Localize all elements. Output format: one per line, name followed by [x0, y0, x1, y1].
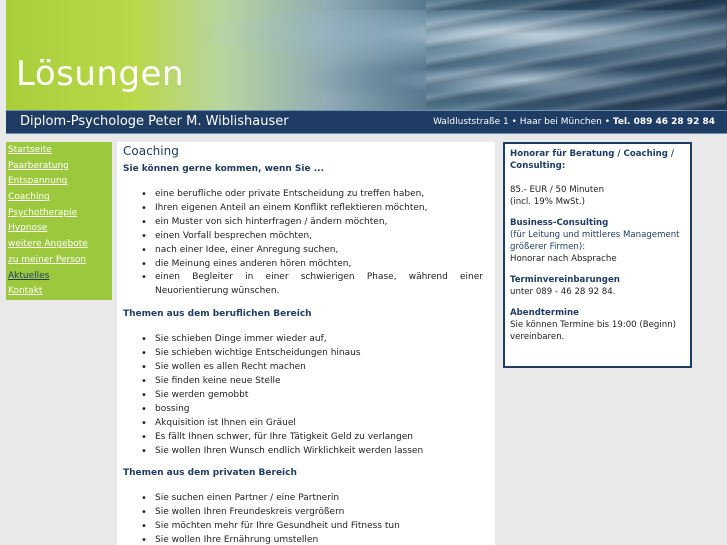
list-item: • nach einer Idee, einer Anregung suchen, [141, 244, 489, 258]
list-item: • Sie wollen Ihre Ernährung umstellen [141, 534, 489, 545]
business-note: (für Leitung und mittleres Management größerer Firmen): [510, 230, 680, 252]
list-item: • Sie möchten mehr für Ihre Gesundheit und Fitness tun [141, 520, 489, 534]
address: Waldluststraße 1 • Haar bei München • [433, 117, 611, 127]
intro-heading: Sie können gerne kommen, wenn Sie ... [123, 164, 324, 174]
list-item: • Sie schieben Dinge immer wieder auf, [141, 333, 489, 347]
nav-item-paarberatung[interactable]: Paarberatung [8, 160, 69, 171]
sidebar-nav [6, 142, 112, 300]
list-item: • Es fällt Ihnen schwer, für Ihre Tätigkeit Geld zu verlangen [141, 431, 489, 445]
private-topics-list [141, 492, 489, 545]
list-item: • Sie suchen einen Partner / eine Partnerin [141, 492, 489, 506]
list-item: • Ihren eigenen Anteil an einem Konflikt reflektieren möchten, [141, 202, 489, 216]
appointments-phone: unter 089 - 46 28 92 84. [510, 287, 616, 297]
header-banner [6, 0, 727, 110]
list-item: • eine berufliche oder private Entscheidung zu treffen haben, [141, 188, 489, 202]
business-fee: Honorar nach Absprache [510, 254, 617, 264]
fee-heading: Honorar für Beratung / Coaching / Consulting: [510, 149, 675, 171]
fee-tax-note: (incl. 19% MwSt.) [510, 197, 585, 207]
nav-item-aktuelles[interactable]: Aktuelles [8, 270, 50, 281]
appointments-heading: Terminvereinbarungen [510, 275, 620, 285]
nav-item-zu-meiner-person[interactable]: zu meiner Person [8, 254, 87, 265]
list-item: • einen Vorfall besprechen möchten, [141, 230, 489, 244]
list-item: • Sie wollen es allen Recht machen [141, 361, 489, 375]
list-item: • Sie schieben wichtige Entscheidungen hinaus [141, 347, 489, 361]
list-item: • Sie wollen Ihren Wunsch endlich Wirklichkeit werden lassen [141, 445, 489, 459]
site-logo: Lösungen [16, 54, 185, 94]
list-item: • die Meinung eines anderen hören möchten, [141, 258, 489, 272]
work-topics-heading: Themen aus dem beruflichen Bereich [123, 309, 312, 320]
list-item: • Sie wollen Ihren Freundeskreis vergrößern [141, 506, 489, 520]
nav-item-hypnose[interactable]: Hypnose [8, 223, 48, 234]
nav-item-kontakt[interactable]: Kontakt [8, 286, 43, 297]
list-item: • Sie werden gemobbt [141, 389, 489, 403]
business-heading: Business-Consulting [510, 218, 609, 228]
pricing-info-box [503, 142, 692, 368]
banner-water-texture [426, 0, 726, 110]
evening-note: Sie können Termine bis 19:00 (Beginn) vereinbaren. [510, 320, 677, 342]
list-item: • ein Muster von sich hinterfragen / ändern möchten, [141, 216, 489, 230]
work-topics-list [141, 333, 489, 458]
fee-amount: 85.- EUR / 50 Minuten [510, 185, 605, 195]
main-content [117, 142, 495, 545]
intro-list [141, 188, 489, 299]
nav-item-startseite[interactable]: Startseite [8, 145, 52, 155]
contact-line [433, 117, 715, 127]
nav-item-entspannung[interactable]: Entspannung [8, 176, 68, 187]
private-topics-heading: Themen aus dem privaten Bereich [123, 468, 297, 479]
nav-item-coaching[interactable]: Coaching [8, 192, 50, 203]
phone-number: Tel. 089 46 28 92 84 [612, 117, 715, 127]
list-item: • bossing [141, 403, 489, 417]
info-bar [6, 110, 727, 134]
nav-item-psychotherapie[interactable]: Psychotherapie [8, 207, 78, 218]
page-title: Coaching [123, 144, 179, 158]
list-item: • einen Begleiter in einer schwierigen Phase, während einer Neuorientierung wünschen. [141, 271, 489, 299]
evening-heading: Abendtermine [510, 308, 579, 318]
nav-item-weitere-angebote[interactable]: weitere Angebote [8, 239, 88, 250]
owner-name: Diplom-Psychologe Peter M. Wiblishauser [20, 114, 289, 129]
list-item: • Sie finden keine neue Stelle [141, 375, 489, 389]
list-item: • Akquisition ist Ihnen ein Gräuel [141, 417, 489, 431]
